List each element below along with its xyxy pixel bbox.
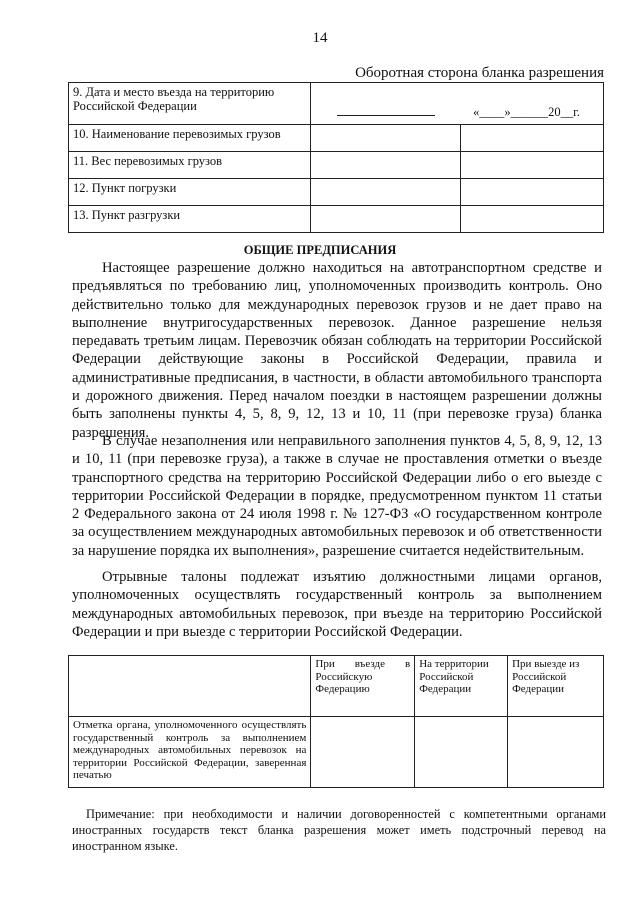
cargo-weight-field[interactable] [311, 152, 461, 179]
field-label-cargo-weight: 11. Вес перевозимых грузов [69, 152, 311, 179]
paragraph-general-1 [72, 259, 602, 442]
field-label-loading-point: 12. Пункт погрузки [69, 179, 311, 206]
loading-point-field-2[interactable] [461, 179, 604, 206]
cargo-weight-field-2[interactable] [461, 152, 604, 179]
loading-point-field[interactable] [311, 179, 461, 206]
page-number: 14 [312, 30, 328, 46]
table-row [69, 179, 604, 206]
cargo-name-field-2[interactable] [461, 125, 604, 152]
table-row [69, 206, 604, 233]
table-row [69, 83, 604, 125]
unloading-point-field[interactable] [311, 206, 461, 233]
entry-date-blank: «____»______20__г. [473, 105, 580, 119]
field-label-cargo-name: 10. Наименование перевозимых грузов [69, 125, 311, 152]
field-label-unloading-point: 13. Пункт разгрузки [69, 206, 311, 233]
control-mark-label: Отметка органа, уполномоченного осуществлять государственный контроль за выполнением международных автомобильных перевозок на территории Российской Федерации, заверенная печатью [69, 717, 311, 788]
page-subtitle: Оборотная сторона бланка разрешения [355, 65, 604, 81]
mark-entry-cell[interactable] [311, 717, 415, 788]
table-row [69, 152, 604, 179]
footnote: Примечание: при необходимости и наличии договоренностей с компетентными органами иностранных государств текст бланка разрешения может иметь подстрочный перевод на иностранном языке. [72, 807, 606, 853]
unloading-point-field-2[interactable] [461, 206, 604, 233]
header-entry: При въезде в Российскую Федерацию [311, 656, 415, 717]
paragraph-general-2 [72, 432, 602, 560]
table-row [69, 717, 604, 788]
header-exit: При выезде из Российской Федерации [508, 656, 604, 717]
entry-place-blank [337, 103, 435, 116]
table-row [69, 125, 604, 152]
paragraph-text: Настоящее разрешение должно находиться на автотранспортном средстве и предъявляться по требованию лиц, уполномоченных производить контроль. Оно действительно только для международных перевозок грузов и не дает право на выполнение внутригосударственных перевозок. Данное разрешение нельзя передавать третьим лицам. Перевозчик обязан соблюдать на территории Российской Федерации действующие законы в Российской Федерации, правила и административные предписания, в частности, в области автомобильного транспорта и дорожного движения. Перед началом поездки в настоящем разрешении должны быть заполнены пункты 4, 5, 8, 9, 12, 13 и 10, 11 (при перевозке груза) бланка разрешения. [72, 260, 602, 441]
section-title: ОБЩИЕ ПРЕДПИСАНИЯ [243, 243, 397, 257]
cargo-name-field[interactable] [311, 125, 461, 152]
header-territory: На территории Российской Федерации [415, 656, 508, 717]
control-marks-table [68, 655, 604, 788]
mark-exit-cell[interactable] [508, 717, 604, 788]
entry-date-field[interactable] [311, 83, 604, 125]
paragraph-text: Отрывные талоны подлежат изъятию должностными лицами органов, уполномоченных осуществлять государственный контроль за выполнением международных автомобильных перевозок, при въезде на территорию Российской Федерации и при выезде с территории Российской Федерации. [72, 569, 602, 640]
paragraph-text: В случае незаполнения или неправильного заполнения пунктов 4, 5, 8, 9, 12, 13 и 10, 11 (при перевозке груза), а также в случае не проставления отметки о въезде транспортного средства на территорию Российской Федерации либо о его выезде с территории Российской Федерации в порядке, предусмотренном пунктом 11 статьи 2 Федерального закона от 24 июля 1998 г. № 127-ФЗ «О государственном контроле за осуществлением международных автомобильных перевозок и об ответственности за нарушение порядка их выполнения», разрешение считается недействительным. [72, 433, 602, 559]
field-label-entry-date: 9. Дата и место въезда на территорию Российской Федерации [69, 83, 311, 125]
permit-fields-table [68, 82, 604, 233]
paragraph-general-3 [72, 568, 602, 641]
mark-territory-cell[interactable] [415, 717, 508, 788]
table-row [69, 656, 604, 717]
empty-header-cell [69, 656, 311, 717]
